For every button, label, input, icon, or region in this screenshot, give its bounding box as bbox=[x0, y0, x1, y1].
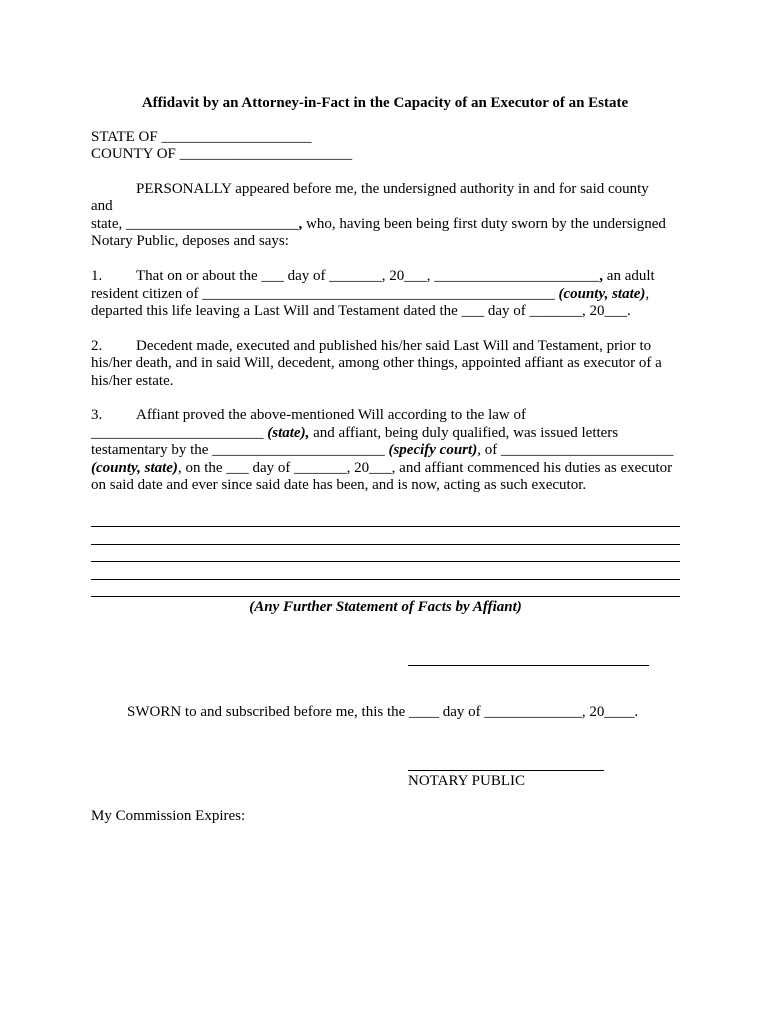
intro-line-4: Notary Public, deposes and says: bbox=[91, 233, 289, 249]
para1-comma: , bbox=[599, 268, 604, 284]
affiant-signature-line bbox=[408, 665, 649, 666]
para1-comma-2: , bbox=[645, 286, 650, 302]
para3-of-blank: , of _______________________ bbox=[477, 442, 674, 458]
statement-blank-line bbox=[91, 526, 680, 527]
statement-blank-line bbox=[91, 561, 680, 562]
para3-county-state-label: (county, state) bbox=[91, 460, 178, 476]
intro-state-blank: state, _______________________ bbox=[91, 216, 299, 232]
para3-state-blank: _______________________ bbox=[91, 425, 268, 441]
para3-specify-court-label: (specify court) bbox=[388, 442, 478, 458]
para3-line-4 bbox=[91, 460, 672, 477]
statement-blank-line bbox=[91, 579, 680, 580]
county-of-line: COUNTY OF _______________________ bbox=[91, 146, 353, 162]
para2-number: 2. bbox=[91, 338, 103, 354]
intro-line-2: and bbox=[91, 198, 113, 214]
state-of-line: STATE OF ____________________ bbox=[91, 129, 312, 145]
para3-line-3 bbox=[91, 442, 673, 459]
notary-signature-line bbox=[408, 770, 604, 771]
para1-date-text: That on or about the ___ day of _______, 20___, ______________________ bbox=[136, 268, 600, 284]
para3-number: 3. bbox=[91, 407, 103, 423]
statement-blank-line bbox=[91, 596, 680, 597]
para3-state-label: (state), bbox=[267, 425, 310, 441]
para3-line-1: Affiant proved the above-mentioned Will according to the law of bbox=[136, 407, 526, 423]
para2-line-1: Decedent made, executed and published his/her said Last Will and Testament, prior to bbox=[136, 338, 652, 354]
intro-line-3 bbox=[91, 216, 666, 233]
intro-line-1: PERSONALLY appeared before me, the undersigned authority in and for said county bbox=[136, 181, 649, 197]
intro-sworn-text: who, having been being first duty sworn by the undersigned bbox=[302, 216, 666, 232]
para1-adult-text: an adult bbox=[603, 268, 655, 284]
sworn-statement: SWORN to and subscribed before me, this the ____ day of _____________, 20____. bbox=[127, 704, 639, 720]
para1-county-state-label: (county, state) bbox=[558, 286, 646, 302]
commission-expires-label: My Commission Expires: bbox=[91, 808, 246, 824]
intro-comma: , bbox=[298, 216, 303, 232]
para1-resident-text: resident citizen of _______________________________________________ bbox=[91, 286, 559, 302]
notary-public-label: NOTARY PUBLIC bbox=[408, 773, 526, 789]
para3-letters-text: and affiant, being duly qualified, was issued letters bbox=[309, 425, 619, 441]
para1-line-2 bbox=[91, 286, 649, 303]
para3-duties-text: , on the ___ day of _______, 20___, and affiant commenced his duties as executor bbox=[177, 460, 673, 476]
para3-testamentary-text: testamentary by the _______________________ bbox=[91, 442, 389, 458]
para2-line-3: his/her estate. bbox=[91, 373, 174, 389]
para1-line-3: departed this life leaving a Last Will and Testament dated the ___ day of _______, 20___. bbox=[91, 303, 631, 319]
para1-number: 1. bbox=[91, 268, 103, 284]
statement-blank-line bbox=[91, 544, 680, 545]
para1-line-1 bbox=[136, 268, 655, 285]
para3-line-5: on said date and ever since said date has been, and is now, acting as such executor. bbox=[91, 477, 587, 493]
para2-line-2: his/her death, and in said Will, decedent, among other things, appointed affiant as executor of a bbox=[91, 355, 662, 371]
further-statement-label: (Any Further Statement of Facts by Affiant) bbox=[249, 599, 522, 615]
para3-line-2 bbox=[91, 425, 618, 442]
document-title: Affidavit by an Attorney-in-Fact in the Capacity of an Executor of an Estate bbox=[141, 95, 629, 111]
